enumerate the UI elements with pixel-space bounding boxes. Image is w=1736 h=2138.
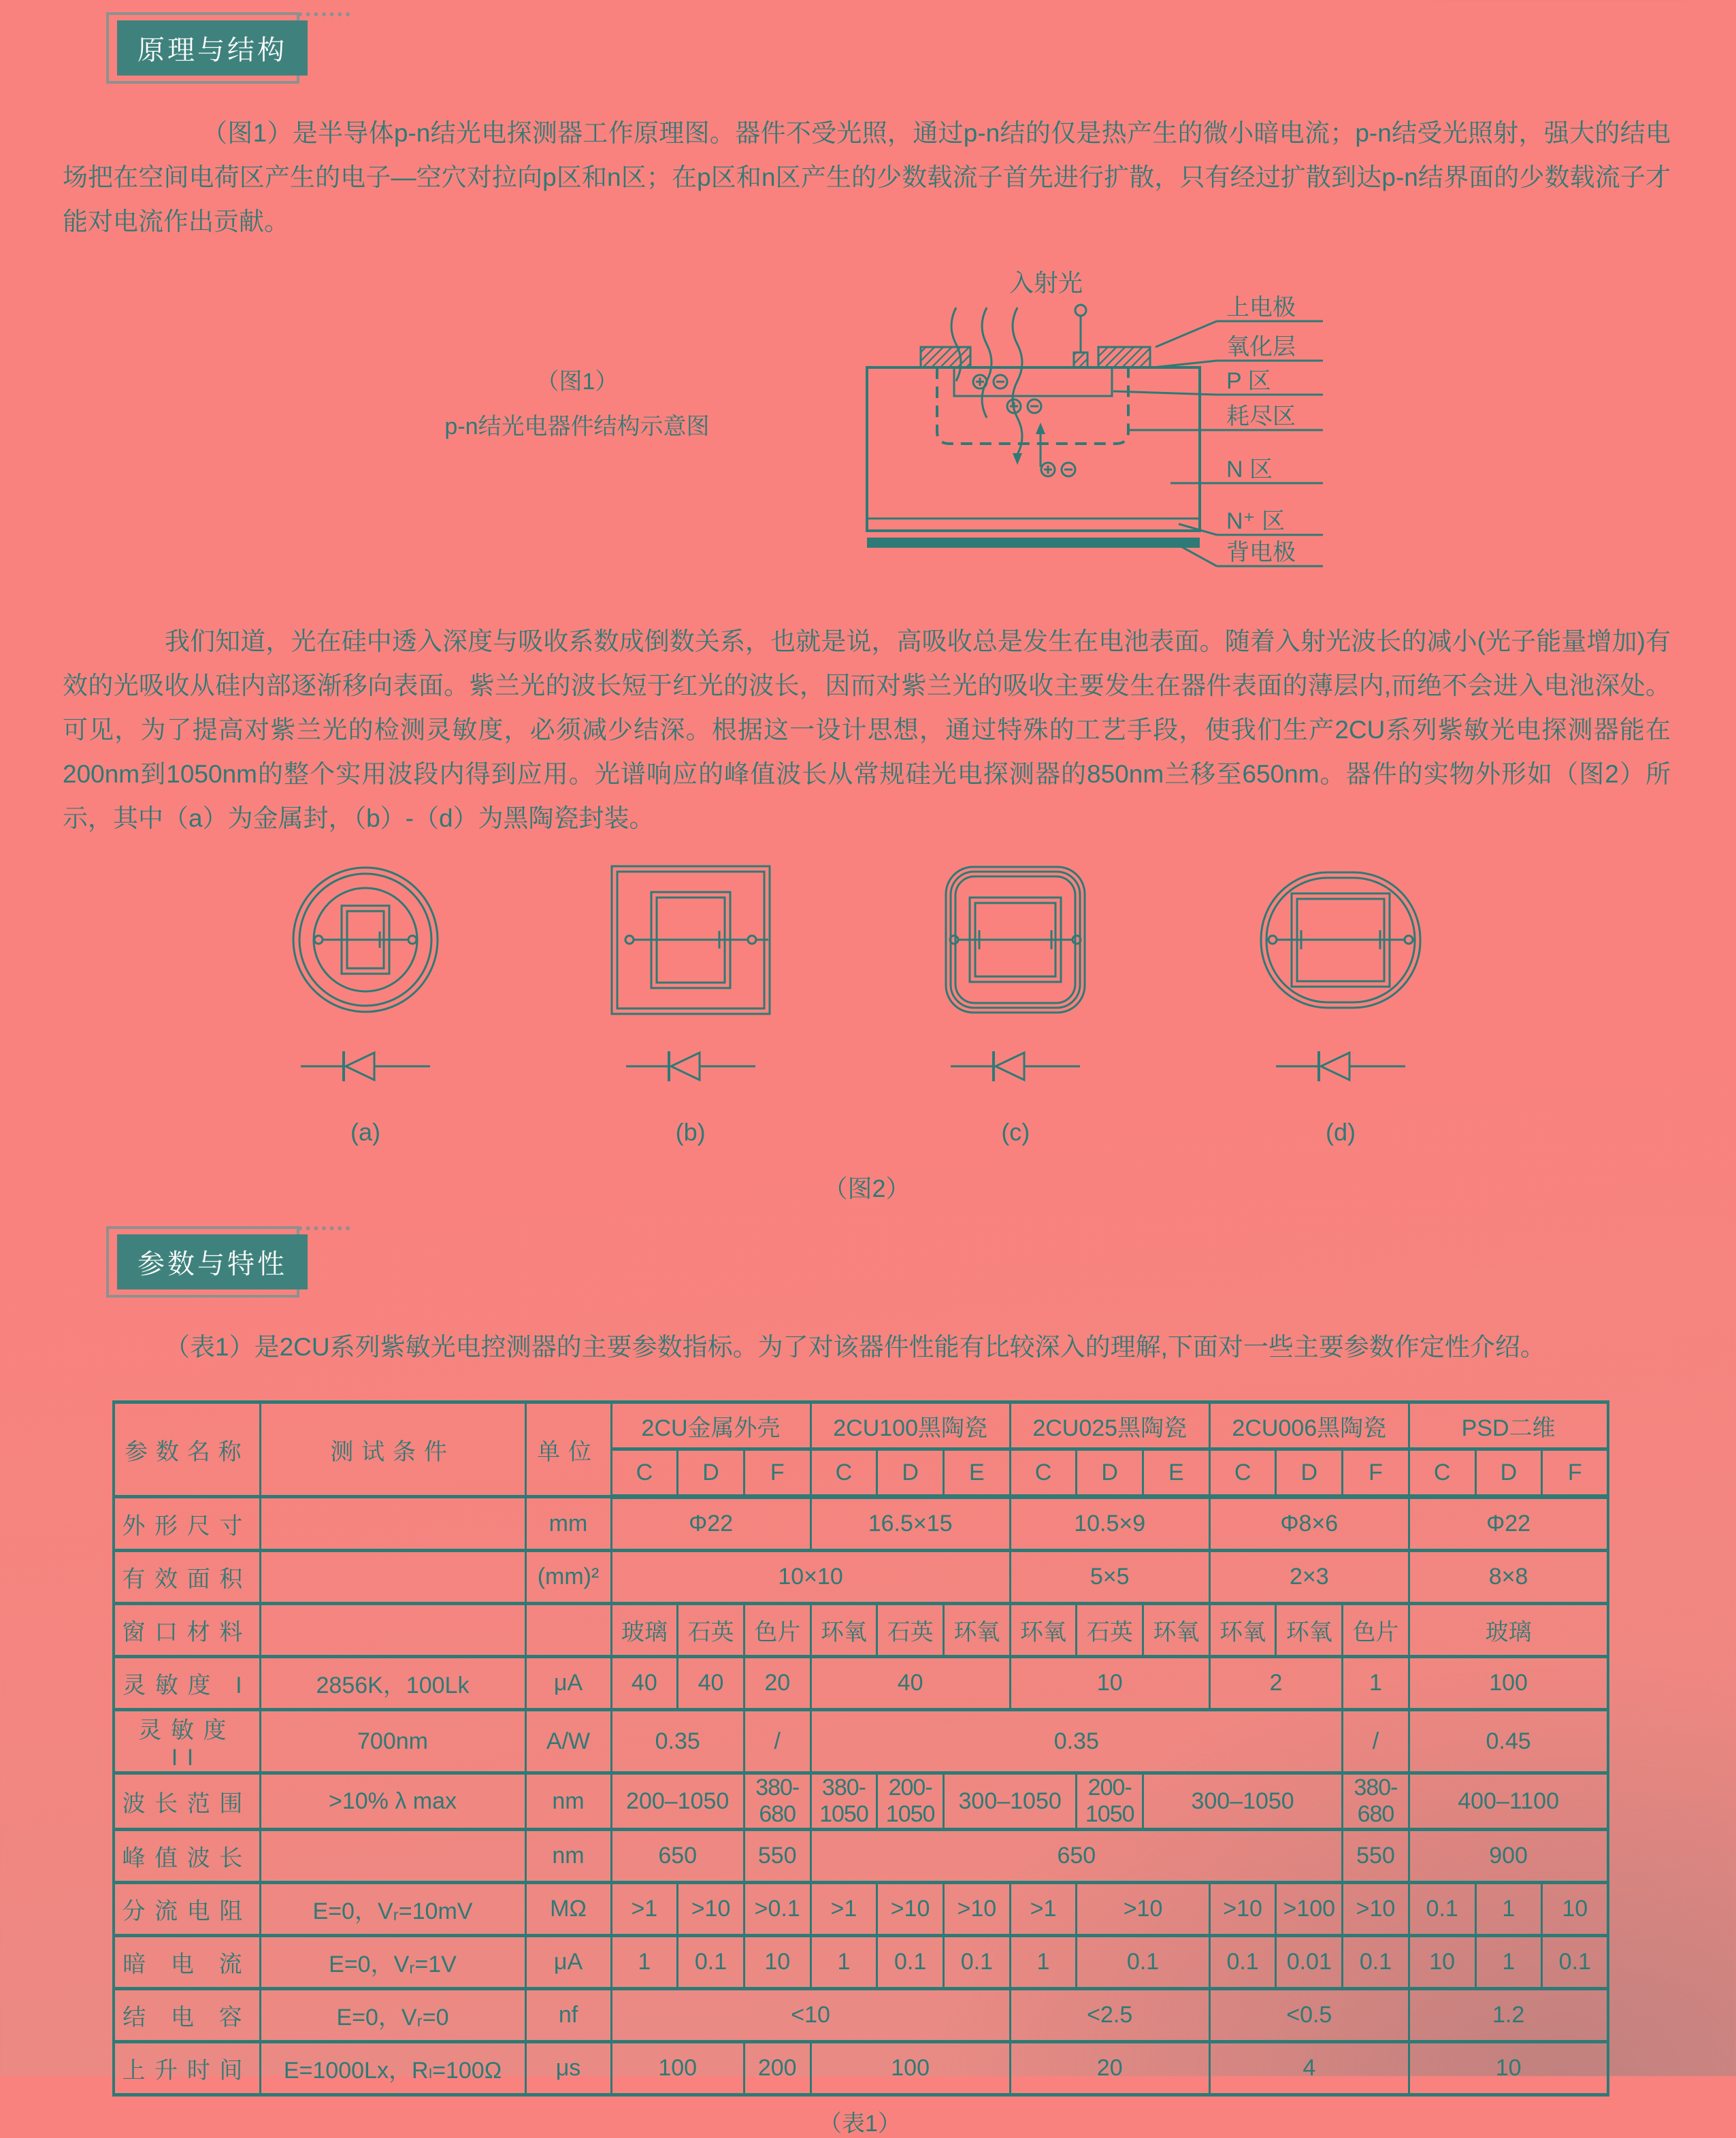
package-d <box>1225 861 1456 1147</box>
value-cell: 200–1050 <box>611 1773 744 1830</box>
value-cell: 10 <box>744 1936 810 1989</box>
grade-header: D <box>877 1449 944 1497</box>
value-cell: 环氧 <box>943 1604 1010 1657</box>
param-row-label: 灵敏度 II <box>114 1710 260 1773</box>
value-cell: 380-1050 <box>810 1773 877 1830</box>
param-row-label: 暗 电 流 <box>114 1936 260 1989</box>
incident-light-label: 入射光 <box>1009 269 1083 297</box>
value-cell: 环氧 <box>1010 1604 1077 1657</box>
value-cell: >10 <box>1077 1883 1209 1936</box>
value-cell: 16.5×15 <box>810 1497 1010 1551</box>
unit-header: 单位 <box>525 1402 611 1497</box>
value-cell: 环氧 <box>1209 1604 1276 1657</box>
param-row-label: 波长范围 <box>114 1773 260 1830</box>
package-a-label: (a) <box>350 1118 380 1146</box>
value-cell: 石英 <box>1077 1604 1143 1657</box>
value-cell: 0.1 <box>1077 1936 1209 1989</box>
section-title-parameters: 参数与特性 <box>117 1234 308 1289</box>
value-cell: >10 <box>1343 1883 1409 1936</box>
package-d-drawing <box>1259 870 1422 1010</box>
test-condition-header: 测试条件 <box>260 1402 525 1497</box>
value-cell: 900 <box>1409 1830 1608 1883</box>
value-cell: 100 <box>1409 1657 1608 1710</box>
table-row <box>114 2042 1608 2095</box>
figure2-caption: （图2） <box>823 1174 911 1202</box>
value-cell: 0.1 <box>877 1936 944 1989</box>
value-cell: 40 <box>611 1657 678 1710</box>
grade-header: E <box>943 1449 1010 1497</box>
value-cell: 0.45 <box>1409 1710 1608 1773</box>
table-caption: （表1） <box>819 2111 901 2137</box>
value-cell: 0.1 <box>678 1936 744 1989</box>
value-cell: >0.1 <box>744 1883 810 1936</box>
paragraph-absorption: 我们知道，光在硅中透入深度与吸收系数成倒数关系，也就是说，高吸收总是发生在电池表面。随着入射光波长的减小(光子能量增加)有效的光吸收从硅内部逐渐移向表面。紫兰光的波长短于红光的波长，因而对紫兰光的吸收主要发生在器件表面的薄层内,而绝不会进入电池深处。可见，为了提高对紫兰光的检测灵敏度，必须减少结深。根据这一设计思想，通过特殊的工艺手段，使我们生产2CU系列紫敏光电探测器能在200nm到1050nm的整个实用波段内得到应用。光谱响应的峰值波长从常规硅光电探测器的850nm兰移至650nm。器件的实物外形如（图2）所示，其中（a）为金属封，（b）-（d）为黑陶瓷封装。 <box>63 627 1671 832</box>
value-cell: 40 <box>678 1657 744 1710</box>
table-row <box>114 1710 1608 1773</box>
value-cell: 石英 <box>877 1604 944 1657</box>
value-cell: 0.1 <box>1343 1936 1409 1989</box>
paragraph-table-intro: （表1）是2CU系列紫敏光电控测器的主要参数指标。为了对该器件性能有比较深入的理解,下面对一些主要参数作定性介绍。 <box>165 1333 1545 1361</box>
value-cell: 玻璃 <box>611 1604 678 1657</box>
param-row-label: 分流电阻 <box>114 1883 260 1936</box>
value-cell: 10 <box>1010 1657 1209 1710</box>
value-cell: >100 <box>1276 1883 1343 1936</box>
svg-text:背电极: 背电极 <box>1226 540 1296 565</box>
value-cell: 0.35 <box>611 1710 744 1773</box>
package-a-drawing <box>287 865 444 1015</box>
param-table <box>112 1400 1609 2096</box>
value-cell: 1 <box>1343 1657 1409 1710</box>
value-cell: 0.1 <box>1209 1936 1276 1989</box>
value-cell: 10 <box>1409 2042 1608 2095</box>
table-row <box>114 1773 1608 1830</box>
grade-header: E <box>1143 1449 1210 1497</box>
package-b <box>575 861 806 1147</box>
value-cell: 2 <box>1209 1657 1342 1710</box>
param-row-label: 窗口材料 <box>114 1604 260 1657</box>
value-cell: 0.01 <box>1276 1936 1343 1989</box>
table-row <box>114 1657 1608 1710</box>
figure1-diagram <box>851 265 1654 585</box>
figure1 <box>63 265 1671 591</box>
value-cell: 20 <box>1010 2042 1209 2095</box>
value-cell: 10 <box>1542 1883 1609 1936</box>
value-cell: 550 <box>1343 1830 1409 1883</box>
unit-cell <box>525 1604 611 1657</box>
grade-header: F <box>744 1449 810 1497</box>
package-c-drawing <box>944 865 1087 1015</box>
label-p-region <box>1113 368 1323 395</box>
grade-header: F <box>1343 1449 1409 1497</box>
value-cell: 40 <box>810 1657 1010 1710</box>
grade-header: D <box>1475 1449 1542 1497</box>
value-cell: 380-680 <box>744 1773 810 1830</box>
value-cell: >10 <box>943 1883 1010 1936</box>
unit-cell: μA <box>525 1657 611 1710</box>
diode-symbol-a <box>301 1047 430 1085</box>
svg-text:上电极: 上电极 <box>1226 295 1296 320</box>
test-condition-cell <box>260 1497 525 1551</box>
value-cell: 玻璃 <box>1409 1604 1608 1657</box>
test-condition-cell <box>260 1604 525 1657</box>
value-cell: >1 <box>611 1883 678 1936</box>
back-electrode-bar <box>867 538 1200 548</box>
param-row-label: 有效面积 <box>114 1551 260 1604</box>
package-c <box>900 861 1131 1147</box>
label-n-region <box>1170 457 1323 483</box>
series-group-header: PSD二维 <box>1409 1402 1608 1449</box>
svg-text:P 区: P 区 <box>1226 368 1271 394</box>
table-row <box>114 1551 1608 1604</box>
label-depletion-region <box>1129 404 1323 430</box>
section-header-dots <box>298 1226 350 1230</box>
value-cell: 环氧 <box>1276 1604 1343 1657</box>
table-row <box>114 1936 1608 1989</box>
diode-symbol-c <box>951 1047 1080 1085</box>
figure2 <box>63 861 1671 1204</box>
param-row-label: 结 电 容 <box>114 1989 260 2042</box>
test-condition-cell <box>260 1551 525 1604</box>
section-header-principle <box>117 20 308 76</box>
test-condition-cell: E=0，Vᵣ=10mV <box>260 1883 525 1936</box>
value-cell: 400–1100 <box>1409 1773 1608 1830</box>
value-cell: 200 <box>744 2042 810 2095</box>
diode-symbol-b <box>626 1047 755 1085</box>
unit-cell: (mm)² <box>525 1551 611 1604</box>
svg-text:N⁺ 区: N⁺ 区 <box>1226 508 1285 534</box>
param-name-header: 参数名称 <box>114 1402 260 1497</box>
value-cell: Φ8×6 <box>1209 1497 1409 1551</box>
value-cell: 1 <box>1010 1936 1077 1989</box>
value-cell: 石英 <box>678 1604 744 1657</box>
value-cell: 1 <box>611 1936 678 1989</box>
unit-cell: nf <box>525 1989 611 2042</box>
test-condition-cell: E=0，Vᵣ=1V <box>260 1936 525 1989</box>
value-cell: 10.5×9 <box>1010 1497 1209 1551</box>
unit-cell: nm <box>525 1773 611 1830</box>
paragraph-principle: （图1）是半导体p-n结光电探测器工作原理图。器件不受光照，通过p-n结的仅是热产生的微小暗电流；p-n结受光照射，强大的结电场把在空间电荷区产生的电子—空穴对拉向p区和n区；在p区和n区产生的少数载流子首先进行扩散，只有经过扩散到达p-n结界面的少数载流子才能对电流作出贡献。 <box>63 119 1671 235</box>
param-row-label: 峰值波长 <box>114 1830 260 1883</box>
param-row-label: 外形尺寸 <box>114 1497 260 1551</box>
series-group-header: 2CU金属外壳 <box>611 1402 810 1449</box>
value-cell: 1 <box>1475 1936 1542 1989</box>
value-cell: 4 <box>1209 2042 1409 2095</box>
value-cell: 0.1 <box>1542 1936 1609 1989</box>
value-cell: 380-680 <box>1343 1773 1409 1830</box>
grade-header: F <box>1542 1449 1609 1497</box>
grade-header: D <box>1276 1449 1343 1497</box>
section-header-parameters <box>117 1234 308 1289</box>
value-cell: 10 <box>1409 1936 1475 1989</box>
top-electrode-right <box>1098 347 1150 367</box>
table-row <box>114 1497 1608 1551</box>
value-cell: 0.1 <box>1409 1883 1475 1936</box>
section-title-principle: 原理与结构 <box>117 20 308 76</box>
light-rays <box>951 308 1022 465</box>
value-cell: >1 <box>1010 1883 1077 1936</box>
test-condition-cell: E=0，Vᵣ=0 <box>260 1989 525 2042</box>
package-a <box>250 861 481 1147</box>
value-cell: 1 <box>1475 1883 1542 1936</box>
value-cell: >10 <box>678 1883 744 1936</box>
value-cell: 200-1050 <box>1077 1773 1143 1830</box>
table-row <box>114 1402 1608 1449</box>
test-condition-cell: >10% λ max <box>260 1773 525 1830</box>
table-body <box>114 1497 1608 2095</box>
figure1-caption-number: （图1） <box>536 369 619 395</box>
svg-text:氧化层: 氧化层 <box>1226 334 1296 360</box>
value-cell: 200-1050 <box>877 1773 944 1830</box>
grade-header: C <box>611 1449 678 1497</box>
value-cell: >1 <box>810 1883 877 1936</box>
value-cell: 环氧 <box>1143 1604 1210 1657</box>
unit-cell: nm <box>525 1830 611 1883</box>
value-cell: 5×5 <box>1010 1551 1209 1604</box>
svg-text:N 区: N 区 <box>1226 457 1273 482</box>
section-header-dots <box>298 12 350 16</box>
value-cell: 550 <box>744 1830 810 1883</box>
value-cell: 650 <box>611 1830 744 1883</box>
table-row <box>114 1989 1608 2042</box>
grade-header: D <box>1077 1449 1143 1497</box>
value-cell: 1.2 <box>1409 1989 1608 2042</box>
series-group-header: 2CU006黑陶瓷 <box>1209 1402 1409 1449</box>
table-row <box>114 1604 1608 1657</box>
value-cell: / <box>1343 1710 1409 1773</box>
test-condition-cell: E=1000Lx，Rₗ=100Ω <box>260 2042 525 2095</box>
unit-cell: μs <box>525 2042 611 2095</box>
value-cell: / <box>744 1710 810 1773</box>
series-group-header: 2CU100黑陶瓷 <box>810 1402 1010 1449</box>
figure1-caption <box>380 359 774 449</box>
value-cell: >10 <box>877 1883 944 1936</box>
value-cell: 8×8 <box>1409 1551 1608 1604</box>
package-c-label: (c) <box>1001 1118 1030 1146</box>
value-cell: 100 <box>611 2042 744 2095</box>
top-electrode-left <box>921 347 970 367</box>
value-cell: 2×3 <box>1209 1551 1409 1604</box>
charge-pairs <box>973 375 1075 476</box>
figure1-caption-text: p-n结光电器件结构示意图 <box>444 414 710 440</box>
grade-header: C <box>1010 1449 1077 1497</box>
table-row <box>114 1830 1608 1883</box>
value-cell: 0.1 <box>943 1936 1010 1989</box>
value-cell: <2.5 <box>1010 1989 1209 2042</box>
grade-header: C <box>810 1449 877 1497</box>
unit-cell: MΩ <box>525 1883 611 1936</box>
value-cell: 环氧 <box>810 1604 877 1657</box>
value-cell: 10×10 <box>611 1551 1010 1604</box>
lead-wire <box>1075 305 1086 352</box>
grade-header: D <box>678 1449 744 1497</box>
label-oxide-layer <box>1153 334 1323 367</box>
value-cell: 0.35 <box>810 1710 1343 1773</box>
value-cell: 色片 <box>1343 1604 1409 1657</box>
value-cell: 300–1050 <box>943 1773 1076 1830</box>
unit-cell: μA <box>525 1936 611 1989</box>
value-cell: 650 <box>810 1830 1343 1883</box>
param-row-label: 上升时间 <box>114 2042 260 2095</box>
value-cell: 20 <box>744 1657 810 1710</box>
package-d-label: (d) <box>1325 1118 1356 1146</box>
value-cell: 100 <box>810 2042 1010 2095</box>
series-group-header: 2CU025黑陶瓷 <box>1010 1402 1209 1449</box>
value-cell: Φ22 <box>1409 1497 1608 1551</box>
value-cell: <0.5 <box>1209 1989 1409 2042</box>
grade-header: C <box>1209 1449 1276 1497</box>
ray-arrowhead <box>1013 453 1022 465</box>
value-cell: 1 <box>810 1936 877 1989</box>
package-b-label: (b) <box>675 1118 706 1146</box>
test-condition-cell <box>260 1830 525 1883</box>
svg-text:耗尽区: 耗尽区 <box>1226 404 1296 429</box>
package-b-drawing <box>609 864 772 1017</box>
grade-header: C <box>1409 1449 1475 1497</box>
table-head <box>114 1402 1608 1497</box>
value-cell: >10 <box>1209 1883 1276 1936</box>
unit-cell: mm <box>525 1497 611 1551</box>
test-condition-cell: 700nm <box>260 1710 525 1773</box>
table-row <box>114 1883 1608 1936</box>
oxide-square <box>1074 352 1087 367</box>
param-row-label: 灵敏度 I <box>114 1657 260 1710</box>
value-cell: Φ22 <box>611 1497 810 1551</box>
value-cell: <10 <box>611 1989 1010 2042</box>
unit-cell: A/W <box>525 1710 611 1773</box>
value-cell: 300–1050 <box>1143 1773 1343 1830</box>
value-cell: 色片 <box>744 1604 810 1657</box>
test-condition-cell: 2856K，100Lk <box>260 1657 525 1710</box>
diode-symbol-d <box>1276 1047 1405 1085</box>
